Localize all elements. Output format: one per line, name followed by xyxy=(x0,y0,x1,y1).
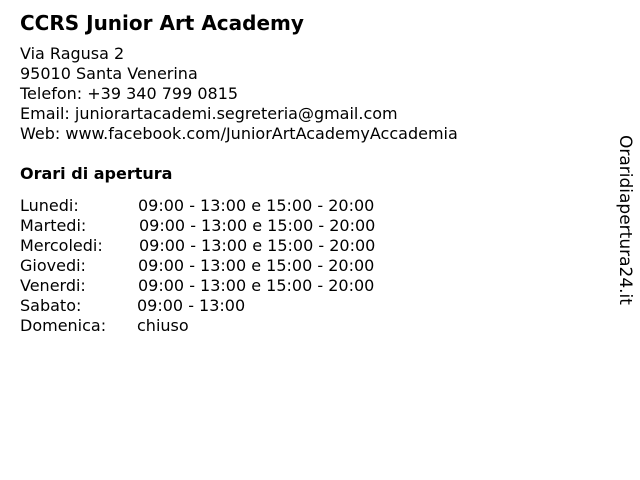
business-name: CCRS Junior Art Academy xyxy=(20,11,304,35)
time-value: 09:00 - 13:00 e 15:00 - 20:00 xyxy=(138,256,375,275)
time-value: 09:00 - 13:00 e 15:00 - 20:00 xyxy=(139,216,376,235)
time-value: 09:00 - 13:00 xyxy=(137,296,246,315)
day-label: Sabato: xyxy=(20,296,82,315)
time-value: 09:00 - 13:00 e 15:00 - 20:00 xyxy=(138,276,375,295)
hours-row-wednesday xyxy=(20,236,600,256)
hours-row-thursday xyxy=(20,256,600,276)
time-value: chiuso xyxy=(137,316,189,335)
address-city: 95010 Santa Venerina xyxy=(20,64,198,83)
day-label: Venerdi: xyxy=(20,276,86,295)
time-value: 09:00 - 13:00 e 15:00 - 20:00 xyxy=(138,196,375,215)
day-label: Mercoledi: xyxy=(20,236,103,255)
hours-row-saturday xyxy=(20,296,600,316)
business-card xyxy=(20,10,600,336)
opening-hours-title: Orari di apertura xyxy=(20,164,173,183)
address-street: Via Ragusa 2 xyxy=(20,44,125,63)
email-line: Email: juniorartacademi.segreteria@gmail.com xyxy=(20,104,398,123)
hours-row-sunday xyxy=(20,316,600,336)
day-label: Lunedi: xyxy=(20,196,79,215)
time-value: 09:00 - 13:00 e 15:00 - 20:00 xyxy=(139,236,376,255)
hours-row-tuesday xyxy=(20,216,600,236)
day-label: Martedi: xyxy=(20,216,87,235)
hours-row-friday xyxy=(20,276,600,296)
opening-hours-table xyxy=(20,196,600,336)
day-label: Domenica: xyxy=(20,316,107,335)
site-brand-vertical: Oraridiapertura24.it xyxy=(615,135,635,305)
hours-row-monday xyxy=(20,196,600,216)
phone-line: Telefon: +39 340 799 0815 xyxy=(20,84,239,103)
web-line: Web: www.facebook.com/JuniorArtAcademyAccademia xyxy=(20,124,458,143)
day-label: Giovedi: xyxy=(20,256,86,275)
